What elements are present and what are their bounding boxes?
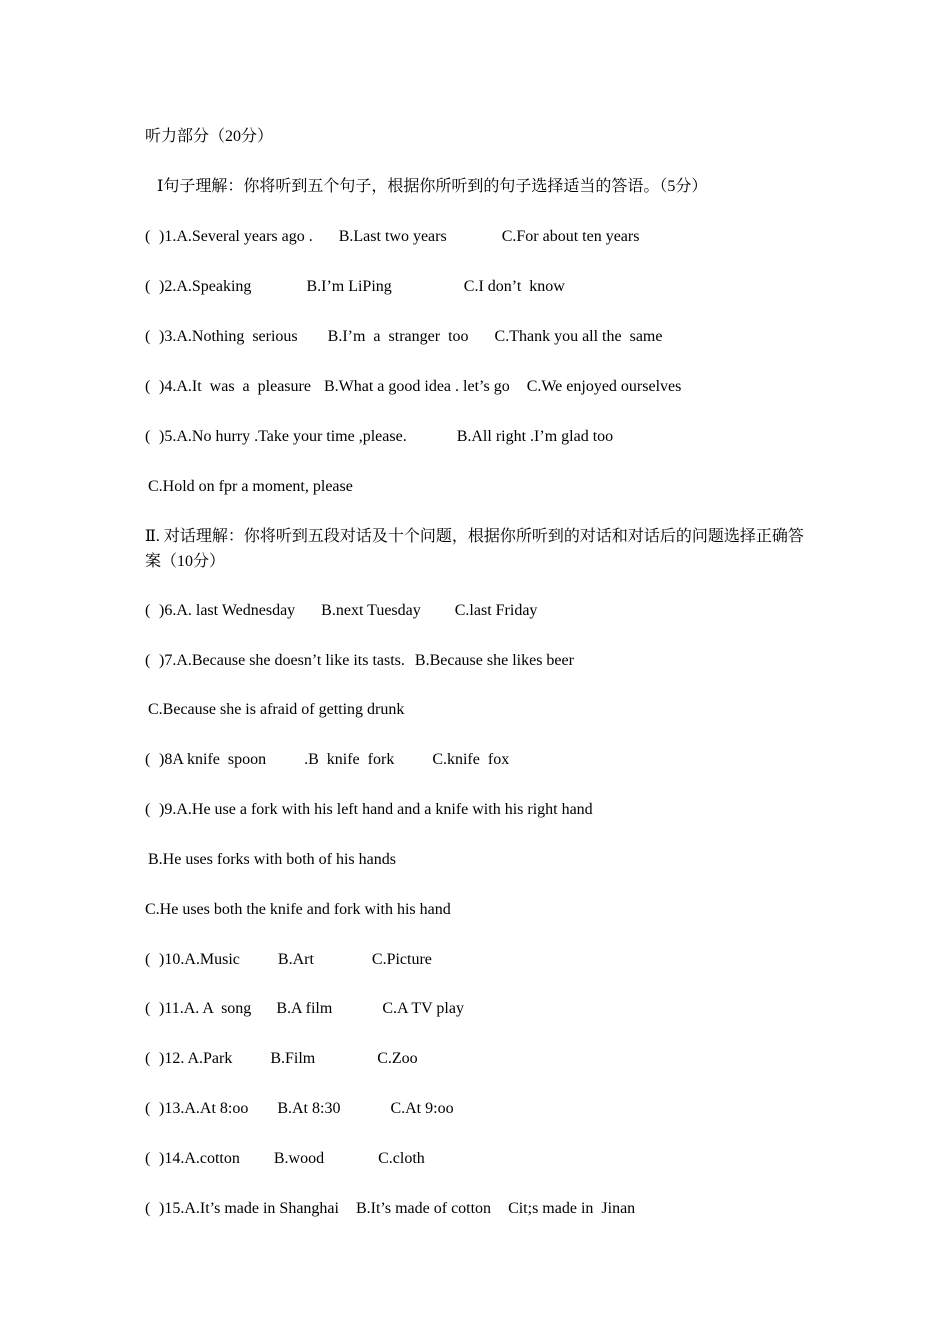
question-number: )15.: [159, 1200, 185, 1217]
option-b: B.Because she likes beer: [414, 652, 574, 669]
option-c: C.last Friday: [454, 602, 538, 619]
question-13: [145, 1099, 454, 1119]
question-7-option-c: C.Because she is afraid of getting drunk: [148, 701, 405, 718]
section-title: 听力部分（20分）: [145, 128, 274, 145]
option-a: A.Several years ago .: [176, 228, 313, 245]
question-number: )6.: [159, 602, 177, 619]
option-a: A.No hurry .Take your time ,please.: [176, 428, 407, 445]
option-c: C.knife fox: [432, 751, 510, 768]
question-number: )1.: [159, 228, 177, 245]
question-number: )11.: [159, 1000, 184, 1017]
question-9-option-b: B.He uses forks with both of his hands: [148, 851, 396, 868]
answer-paren: (: [145, 278, 151, 295]
option-b: B.Art: [277, 951, 314, 968]
option-b: B.At 8:30: [277, 1100, 341, 1117]
question-number: )3.: [159, 328, 177, 345]
question-number: )12.: [159, 1050, 185, 1067]
question-5-option-c: C.Hold on fpr a moment, please: [148, 478, 353, 495]
option-b: .B knife fork: [304, 751, 395, 768]
question-2: [145, 277, 565, 297]
question-8: [145, 750, 509, 770]
option-a: A knife spoon: [172, 751, 267, 768]
answer-paren: (: [145, 1050, 151, 1067]
answer-paren: (: [145, 1200, 151, 1217]
option-b: B.next Tuesday: [321, 602, 421, 619]
option-b: B.Film: [270, 1050, 316, 1067]
option-a: A.It was a pleasure: [176, 378, 311, 395]
option-c: C.We enjoyed ourselves: [526, 378, 682, 395]
question-9-option-c: C.He uses both the knife and fork with his hand: [145, 901, 451, 918]
answer-paren: (: [145, 1000, 151, 1017]
question-number: )2.: [159, 278, 177, 295]
part1-heading: Ⅰ句子理解：你将听到五个句子，根据你所听到的句子选择适当的答语。（5分）: [157, 178, 708, 195]
option-c: C.A TV play: [382, 1000, 464, 1017]
question-14: [145, 1149, 425, 1169]
option-b: B.It’s made of cotton: [355, 1200, 492, 1217]
question-3: [145, 327, 662, 347]
option-b: B.wood: [273, 1150, 325, 1167]
option-b: B.I’m LiPing: [306, 278, 392, 295]
question-7: [145, 651, 574, 671]
option-b: B.All right .I’m glad too: [456, 428, 614, 445]
answer-paren: (: [145, 378, 151, 395]
question-6: [145, 601, 537, 621]
option-a: A.cotton: [184, 1150, 240, 1167]
question-number: )10.: [159, 951, 185, 968]
option-a: A. A song: [183, 1000, 252, 1017]
question-number: )14.: [159, 1150, 185, 1167]
option-a: A.He use a fork with his left hand and a knife with his right hand: [176, 801, 593, 818]
answer-paren: (: [145, 951, 151, 968]
option-a: A.It’s made in Shanghai: [184, 1200, 339, 1217]
option-a: A.Park: [184, 1050, 233, 1067]
part2-heading: Ⅱ. 对话理解：你将听到五段对话及十个问题，根据你所听到的对话和对话后的问题选择正确答案（10分）: [145, 528, 804, 570]
option-c: C.Thank you all the same: [494, 328, 663, 345]
option-b: B.Last two years: [338, 228, 447, 245]
question-15: [145, 1199, 635, 1219]
question-number: )5.: [159, 428, 177, 445]
question-1: [145, 227, 639, 247]
option-c: C.At 9:oo: [390, 1100, 454, 1117]
question-number: )13.: [159, 1100, 185, 1117]
question-10: [145, 950, 432, 970]
question-5: [145, 427, 613, 447]
option-c: C.cloth: [378, 1150, 425, 1167]
option-b: B.I’m a stranger too: [327, 328, 469, 345]
option-b: B.A film: [276, 1000, 333, 1017]
option-c: C.I don’t know: [463, 278, 565, 295]
answer-paren: (: [145, 751, 151, 768]
option-c: C.For about ten years: [501, 228, 640, 245]
option-a: A.Nothing serious: [176, 328, 298, 345]
answer-paren: (: [145, 1150, 151, 1167]
answer-paren: (: [145, 328, 151, 345]
question-number: )8: [159, 751, 173, 768]
option-a: A.At 8:oo: [184, 1100, 249, 1117]
question-number: )9.: [159, 801, 177, 818]
answer-paren: (: [145, 801, 151, 818]
question-12: [145, 1049, 418, 1069]
option-a: A.Music: [184, 951, 240, 968]
option-a: A.Because she doesn’t like its tasts.: [176, 652, 405, 669]
answer-paren: (: [145, 652, 151, 669]
answer-paren: (: [145, 1100, 151, 1117]
question-11: [145, 999, 464, 1019]
option-a: A.Speaking: [176, 278, 252, 295]
option-a: A. last Wednesday: [176, 602, 296, 619]
answer-paren: (: [145, 602, 151, 619]
question-number: )4.: [159, 378, 177, 395]
answer-paren: (: [145, 428, 151, 445]
option-c: C.Zoo: [377, 1050, 418, 1067]
option-b: B.What a good idea . let’s go: [323, 378, 510, 395]
question-9: [145, 800, 593, 820]
answer-paren: (: [145, 228, 151, 245]
option-c: C.Picture: [371, 951, 432, 968]
question-number: )7.: [159, 652, 177, 669]
option-c: Cit;s made in Jinan: [508, 1200, 636, 1217]
question-4: [145, 377, 681, 397]
